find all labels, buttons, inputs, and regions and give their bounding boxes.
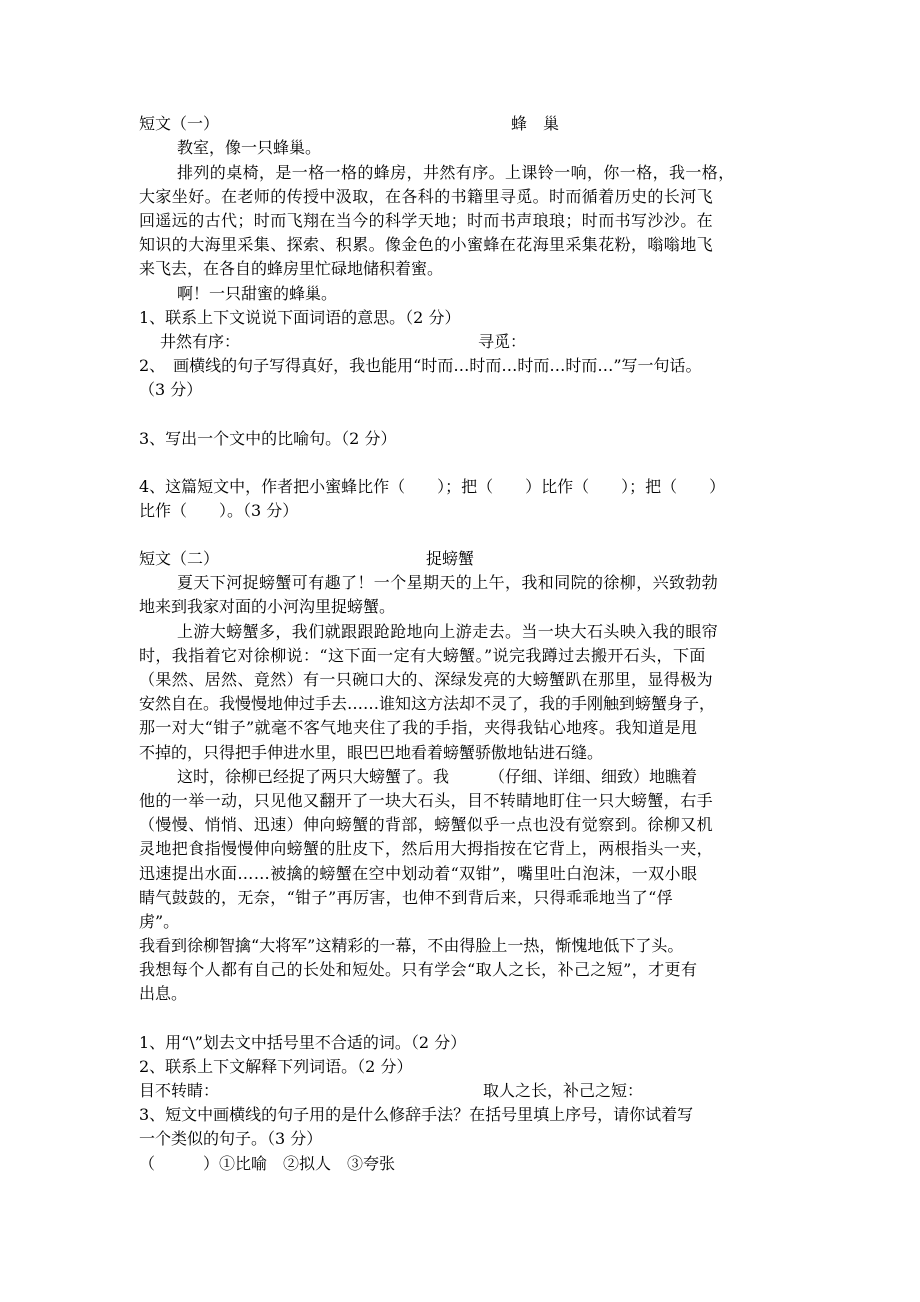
passage1-line: 知识的大海里采集、探索、积累。像金色的小蜜蜂在花海里采集花粉，嗡嗡地飞 [139, 235, 714, 254]
passage2-line: 夏天下河捉螃蟹可有趣了！一个星期天的上午，我和同院的徐柳，兴致勃勃 [177, 573, 719, 592]
passage1-title: 蜂 巢 [511, 114, 560, 133]
passage2-line: 那一对大“钳子”就毫不客气地夹住了我的手指，夹得我钻心地疼。我知道是甩 [139, 718, 698, 737]
passage2-line: 不掉的，只得把手伸进水里，眼巴巴地看着螃蟹骄傲地钻进石缝。 [139, 743, 604, 762]
passage1-question-2-cont: （3 分） [139, 380, 203, 399]
passage1-line: 大家坐好。在老师的传授中汲取，在各科的书籍里寻觅。时而循着历史的长河飞 [139, 187, 714, 206]
passage2-line: （果然、居然、竟然）有一只碗口大的、深绿发亮的大螃蟹趴在那里，显得极为 [139, 670, 714, 689]
passage2-q2-term-b: 取人之长，补己之短： [483, 1081, 644, 1100]
passage1-q1-term-b: 寻觅： [478, 332, 527, 351]
passage2-question-1: 1、用“\”划去文中括号里不合适的词。（2 分） [139, 1033, 467, 1052]
passage2-title: 捉螃蟹 [426, 549, 475, 568]
passage2-line: 我想每个人都有自己的长处和短处。只有学会“取人之长，补己之短”，才更有 [139, 960, 698, 979]
passage1-label: 短文（一） [139, 114, 220, 133]
passage1-question-1: 1、联系上下文说说下面词语的意思。（2 分） [139, 308, 461, 327]
passage2-line: 上游大螃蟹多，我们就跟跟跄跄地向上游走去。当一块大石头映入我的眼帘 [177, 622, 719, 641]
passage2-line: 这时，徐柳已经捉了两只大螃蟹了。我 （仔细、详细、细致）地瞧着 [177, 767, 698, 786]
passage2-line: 睛气鼓鼓的，无奈，“钳子”再厉害，也伸不到背后来，只得乖乖地当了“俘 [139, 888, 674, 907]
passage2-line: 安然自在。我慢慢地伸过手去……谁知这方法却不灵了，我的手刚触到螃蟹身子， [139, 694, 716, 713]
passage1-question-2: 2、 画横线的句子写得真好，我也能用“时而…时而…时而…时而…”写一句话。 [139, 356, 702, 375]
passage1-line: 排列的桌椅，是一格一格的蜂房，井然有序。上课铃一响，你一格，我一格， [177, 163, 735, 182]
passage1-question-3: 3、写出一个文中的比喻句。（2 分） [139, 429, 397, 448]
passage1-line: 来飞去，在各自的蜂房里忙碌地储积着蜜。 [139, 259, 444, 278]
passage2-line: （慢慢、悄悄、迅速）伸向螃蟹的背部，螃蟹似乎一点也没有觉察到。徐柳又机 [139, 815, 714, 834]
passage2-question-2: 2、联系上下文解释下列词语。（2 分） [139, 1057, 413, 1076]
passage2-question-3-cont: 一个类似的句子。（3 分） [139, 1129, 323, 1148]
passage2-q3-options: （ ）①比喻 ②拟人 ③夸张 [139, 1154, 396, 1173]
passage2-label: 短文（二） [139, 549, 220, 568]
passage2-line: 灵地把食指慢慢伸向螃蟹的肚皮下，然后用大拇指按在它背上，两根指头一夹， [139, 839, 714, 858]
passage2-line: 虏”。 [139, 912, 180, 931]
passage1-line: 回遥远的古代；时而飞翔在当今的科学天地；时而书声琅琅；时而书写沙沙。在 [139, 211, 714, 230]
passage1-line: 啊！一只甜蜜的蜂巢。 [177, 284, 338, 303]
passage1-line: 教室，像一只蜂巢。 [177, 138, 322, 157]
passage2-line: 时，我指着它对徐柳说：“这下面一定有大螃蟹。”说完我蹲过去搬开石头，下面 [139, 646, 706, 665]
passage2-q2-term-a: 目不转睛： [139, 1081, 220, 1100]
passage1-q1-term-a: 井然有序： [160, 332, 241, 351]
passage1-question-4: 4、这篇短文中，作者把小蜜蜂比作（ ）；把（ ）比作（ ）；把（ ） [139, 477, 726, 496]
passage1-question-4-cont: 比作（ ）。（3 分） [139, 501, 299, 520]
passage2-line: 出息。 [139, 984, 188, 1003]
passage2-line: 他的一举一动，只见他又翻开了一块大石头，目不转睛地盯住一只大螃蟹，右手 [139, 791, 714, 810]
passage2-line: 迅速提出水面……被擒的螃蟹在空中划动着“双钳”，嘴里吐白泡沫，一双小眼 [139, 864, 698, 883]
passage2-question-3: 3、短文中画横线的句子用的是什么修辞手法？在括号里填上序号，请你试着写 [139, 1105, 694, 1124]
passage2-line: 地来到我家对面的小河沟里捉螃蟹。 [139, 597, 396, 616]
passage2-line: 我看到徐柳智擒“大将军”这精彩的一幕，不由得脸上一热，惭愧地低下了头。 [139, 936, 684, 955]
